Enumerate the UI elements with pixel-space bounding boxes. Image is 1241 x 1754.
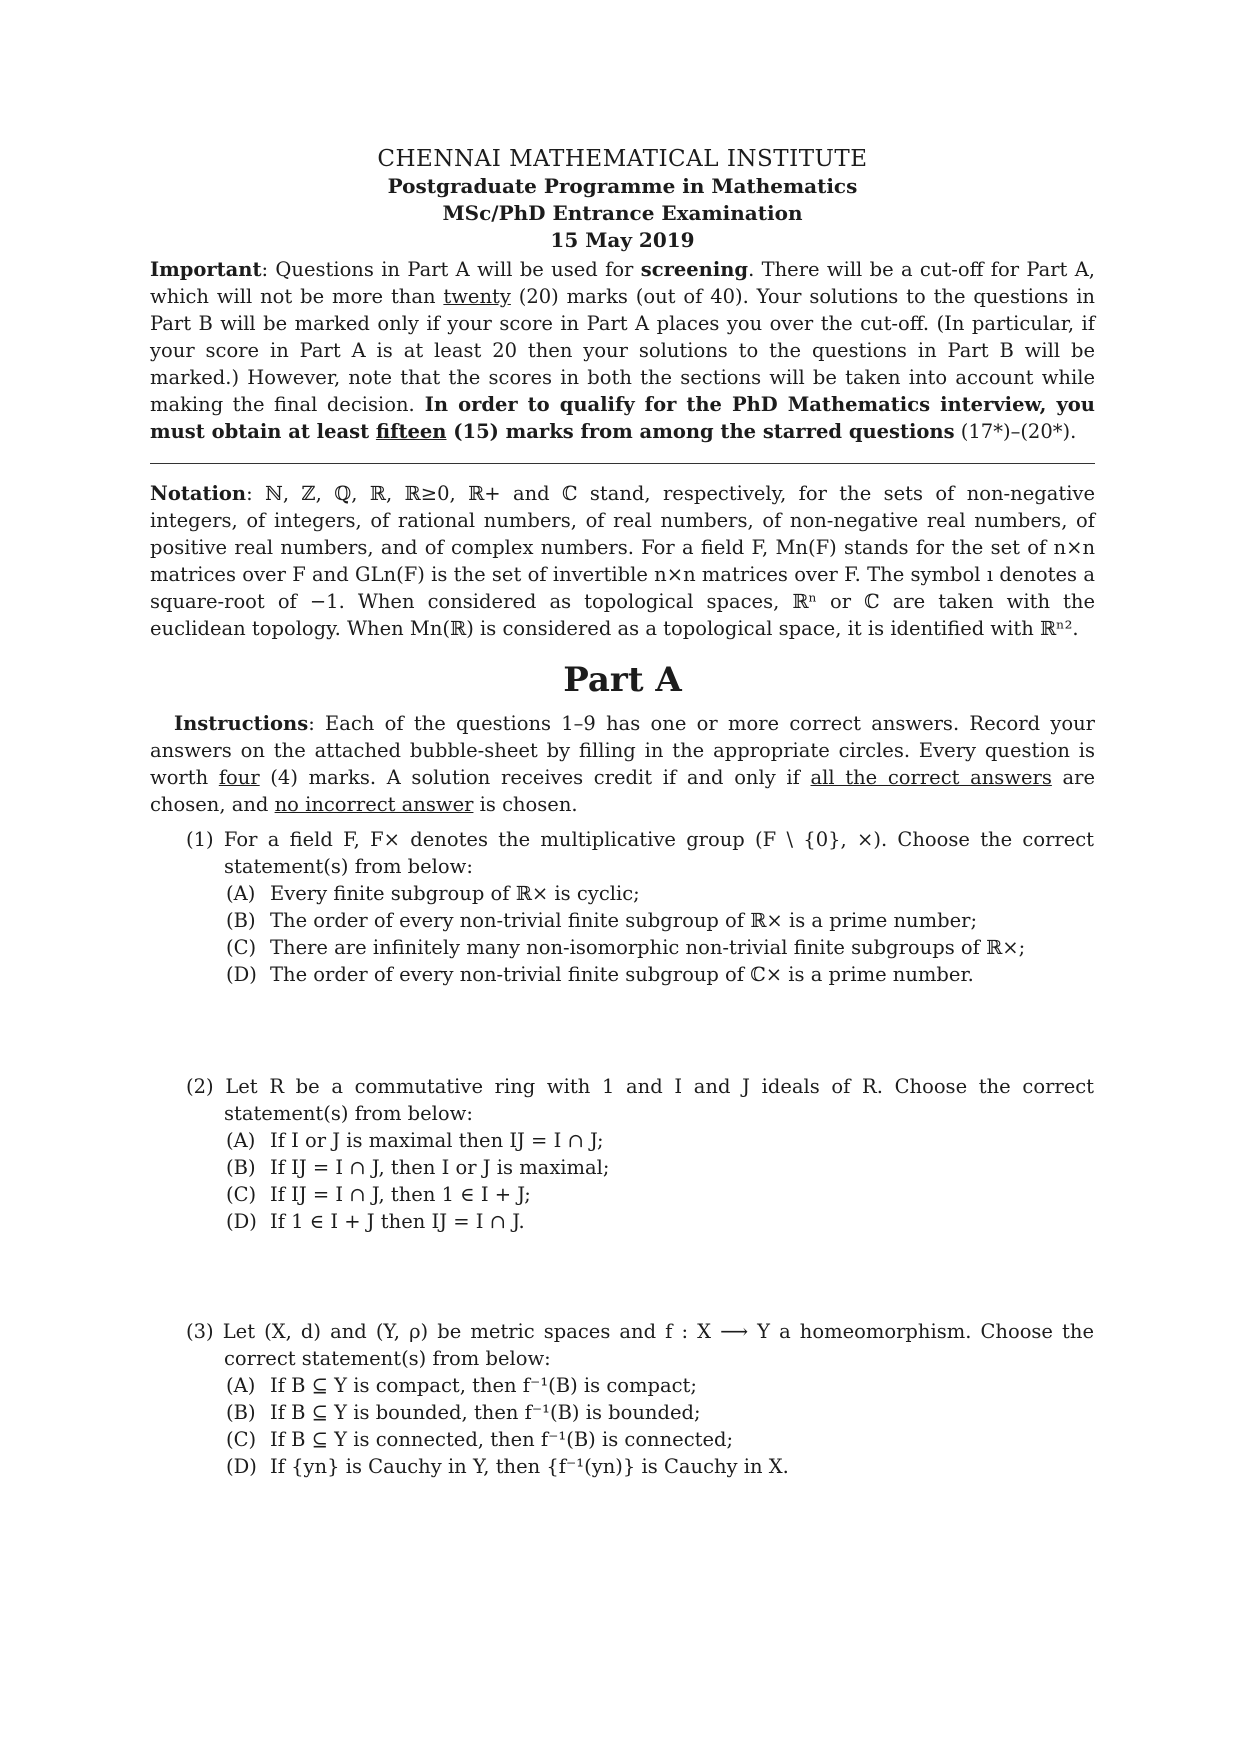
important-text-2: . There will be a cut-off for Part A, which will not be more than [150,258,1096,308]
question-1 [186,826,1094,988]
four-word: four [218,766,260,789]
all-correct-phrase: all the correct answers [810,766,1052,789]
option-text: Every finite subgroup of ℝ× is cyclic; [270,882,640,905]
important-bold-2: (15) marks from among the starred questions [446,420,955,443]
instructions-text-2: (4) marks. A solution receives credit if and only if [259,766,811,789]
option-label: (C) [226,936,257,959]
option-a [186,880,1094,907]
instructions-text-4: is chosen. [473,793,578,816]
option-text: If {yn} is Cauchy in Y, then {f⁻¹(yn)} is Cauchy in X. [270,1455,789,1478]
option-c [186,1426,1094,1453]
option-text: The order of every non-trivial finite subgroup of ℂ× is a prime number. [270,963,974,986]
option-a [186,1372,1094,1399]
option-label: (D) [226,1210,257,1233]
option-d [186,1453,1094,1480]
question-stem [186,1073,1094,1127]
important-label: Important [150,258,262,281]
twenty-word: twenty [443,285,511,308]
option-label: (A) [226,882,256,905]
important-text-3: (20) marks (out of 40). Your solutions to the questions in Part B will be marked only if your score in Part A places you over the cut-off. (In particular, if your score in Part A is at least 20 then your solutions to the questions in Part B will be marked.) However, note that the scores in both the sections will be taken into account while making the final decision. [150,285,1095,416]
option-label: (D) [226,963,257,986]
screening-word: screening [640,258,749,281]
option-c [186,1181,1094,1208]
instructions-text-1: : Each of the questions 1–9 has one or more correct answers. Record your answers on the attached bubble-sheet by filling in the appropriate circles. Every question is worth [150,712,1095,789]
question-number: (2) [186,1075,214,1098]
option-label: (B) [226,1401,256,1424]
instructions-label: Instructions [174,712,309,735]
important-text-1: : Questions in Part A will be used for [261,258,641,281]
option-b [186,1154,1094,1181]
option-label: (B) [226,1156,256,1179]
option-text: If I or J is maximal then IJ = I ∩ J; [270,1129,604,1152]
option-c [186,934,1094,961]
question-text: Let (X, d) and (Y, ρ) be metric spaces and f : X ⟶ Y a homeomorphism. Choose the correct statement(s) from below: [222,1320,1094,1370]
important-paragraph [150,256,1095,445]
exam-date: 15 May 2019 [550,228,695,252]
option-text: If B ⊆ Y is connected, then f⁻¹(B) is connected; [270,1428,734,1451]
question-text: For a field F, F× denotes the multiplicative group (F \ {0}, ×). Choose the correct statement(s) from below: [223,828,1095,878]
question-number: (3) [186,1320,214,1343]
notation-paragraph [150,480,1095,642]
option-text: If IJ = I ∩ J, then I or J is maximal; [270,1156,610,1179]
fifteen-word: fifteen [375,420,447,443]
important-tail: (17*)–(20*). [954,420,1077,443]
option-label: (C) [226,1428,257,1451]
exam-page [150,146,1095,818]
option-text: If IJ = I ∩ J, then 1 ∈ I + J; [270,1183,531,1206]
option-text: If B ⊆ Y is compact, then f⁻¹(B) is compact; [270,1374,697,1397]
question-text: Let R be a commutative ring with 1 and I and J ideals of R. Choose the correct statement(s) from below: [224,1075,1095,1125]
option-d [186,961,1094,988]
option-text: If B ⊆ Y is bounded, then f⁻¹(B) is bounded; [270,1401,701,1424]
option-a [186,1127,1094,1154]
exam-header [150,146,1095,254]
option-text: The order of every non-trivial finite subgroup of ℝ× is a prime number; [270,909,978,932]
option-label: (C) [226,1183,257,1206]
instructions-paragraph [150,710,1095,818]
important-bold-1: In order to qualify for the PhD Mathematics interview, you must obtain at least [150,393,1095,443]
option-label: (A) [226,1129,256,1152]
instructions-text-3: are chosen, and [150,766,1096,816]
question-stem [186,826,1094,880]
question-2 [186,1073,1094,1235]
option-d [186,1208,1094,1235]
option-b [186,1399,1094,1426]
exam-title: MSc/PhD Entrance Examination [442,201,803,225]
option-text: If 1 ∈ I + J then IJ = I ∩ J. [270,1210,525,1233]
institute-name: CHENNAI MATHEMATICAL INSTITUTE [377,146,868,172]
no-incorrect-phrase: no incorrect answer [274,793,474,816]
programme-title: Postgraduate Programme in Mathematics [387,174,858,198]
option-b [186,907,1094,934]
option-label: (B) [226,909,256,932]
question-3 [186,1318,1094,1480]
option-label: (A) [226,1374,256,1397]
option-text: There are infinitely many non-isomorphic non-trivial finite subgroups of ℝ×; [270,936,1026,959]
question-number: (1) [186,828,214,851]
notation-label: Notation [150,482,247,505]
part-a-title: Part A [563,660,682,700]
notation-text: : ℕ, ℤ, ℚ, ℝ, ℝ≥0, ℝ+ and ℂ stand, respectively, for the sets of non-negative integers, of integers, of rational numbers, of real numbers, of non-negative real numbers, of positive real numbers, and of complex numbers. For a field F, Mn(F) stands for the set of n×n matrices over F and GLn(F) is the set of invertible n×n matrices over F. The symbol ı denotes a square-root of −1. When considered as topological spaces, ℝⁿ or ℂ are taken with the euclidean topology. When Mn(ℝ) is considered as a topological space, it is identified with ℝⁿ². [150,482,1095,640]
question-stem [186,1318,1094,1372]
section-divider [150,463,1095,464]
option-label: (D) [226,1455,257,1478]
